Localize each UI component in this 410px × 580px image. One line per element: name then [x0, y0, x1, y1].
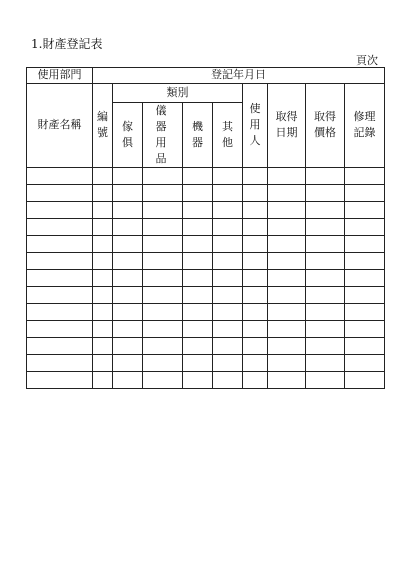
- table-cell[interactable]: [345, 218, 385, 235]
- table-cell[interactable]: [243, 371, 268, 388]
- table-cell[interactable]: [93, 218, 113, 235]
- acquire-price-header: 取得價格: [306, 84, 345, 168]
- table-cell[interactable]: [306, 354, 345, 371]
- table-cell[interactable]: [213, 235, 243, 252]
- table-cell[interactable]: [306, 184, 345, 201]
- table-cell[interactable]: [345, 252, 385, 269]
- table-cell[interactable]: [143, 218, 183, 235]
- register-date-header: 登記年月日: [93, 68, 385, 84]
- table-cell[interactable]: [93, 252, 113, 269]
- table-row: [27, 218, 385, 235]
- table-cell[interactable]: [243, 269, 268, 286]
- table-cell[interactable]: [113, 320, 143, 337]
- page-number-label: 頁次: [356, 54, 378, 67]
- table-cell[interactable]: [213, 184, 243, 201]
- table-cell[interactable]: [306, 337, 345, 354]
- table-cell[interactable]: [113, 371, 143, 388]
- table-cell[interactable]: [268, 252, 306, 269]
- table-cell[interactable]: [93, 303, 113, 320]
- table-cell[interactable]: [113, 337, 143, 354]
- table-cell[interactable]: [213, 303, 243, 320]
- table-cell[interactable]: [213, 371, 243, 388]
- table-cell[interactable]: [113, 269, 143, 286]
- table-cell[interactable]: [306, 303, 345, 320]
- table-cell[interactable]: [306, 167, 345, 184]
- use-department-header: 使用部門: [27, 68, 93, 84]
- table-row: [27, 286, 385, 303]
- table-cell[interactable]: [345, 184, 385, 201]
- table-cell[interactable]: [213, 286, 243, 303]
- table-cell[interactable]: [243, 252, 268, 269]
- table-cell[interactable]: [27, 218, 93, 235]
- table-cell[interactable]: [113, 218, 143, 235]
- table-cell[interactable]: [183, 371, 213, 388]
- table-cell[interactable]: [93, 269, 113, 286]
- table-cell[interactable]: [183, 235, 213, 252]
- table-cell[interactable]: [143, 167, 183, 184]
- table-row: [27, 269, 385, 286]
- table-cell[interactable]: [143, 286, 183, 303]
- table-cell[interactable]: [143, 371, 183, 388]
- table-cell[interactable]: [268, 320, 306, 337]
- table-cell[interactable]: [183, 269, 213, 286]
- table-row: [27, 167, 385, 184]
- table-row: [27, 235, 385, 252]
- number-header: 編號: [93, 84, 113, 168]
- table-cell[interactable]: [243, 337, 268, 354]
- table-row: [27, 337, 385, 354]
- table-cell[interactable]: [243, 303, 268, 320]
- table-cell[interactable]: [183, 354, 213, 371]
- table-cell[interactable]: [93, 201, 113, 218]
- table-cell[interactable]: [243, 320, 268, 337]
- table-cell[interactable]: [268, 201, 306, 218]
- table-cell[interactable]: [183, 337, 213, 354]
- table-cell[interactable]: [243, 286, 268, 303]
- table-cell[interactable]: [268, 371, 306, 388]
- furniture-header: 傢俱: [113, 103, 143, 168]
- user-header: 使用人: [243, 84, 268, 168]
- table-cell[interactable]: [306, 201, 345, 218]
- table-cell[interactable]: [27, 269, 93, 286]
- table-cell[interactable]: [113, 354, 143, 371]
- table-cell[interactable]: [268, 303, 306, 320]
- repair-record-header: 修理記錄: [345, 84, 385, 168]
- table-cell[interactable]: [27, 252, 93, 269]
- asset-name-header: 財產名稱: [27, 84, 93, 168]
- table-cell[interactable]: [306, 371, 345, 388]
- table-cell[interactable]: [268, 184, 306, 201]
- table-cell[interactable]: [183, 252, 213, 269]
- table-cell[interactable]: [183, 320, 213, 337]
- table-cell[interactable]: [93, 235, 113, 252]
- document-title: 1.財產登記表: [31, 37, 103, 51]
- table-cell[interactable]: [27, 184, 93, 201]
- table-cell[interactable]: [345, 320, 385, 337]
- table-cell[interactable]: [113, 303, 143, 320]
- table-cell[interactable]: [27, 337, 93, 354]
- table-cell[interactable]: [143, 354, 183, 371]
- table-cell[interactable]: [268, 235, 306, 252]
- table-row: [27, 354, 385, 371]
- table-cell[interactable]: [113, 167, 143, 184]
- table-cell[interactable]: [93, 371, 113, 388]
- table-cell[interactable]: [213, 167, 243, 184]
- table-cell[interactable]: [183, 201, 213, 218]
- table-cell[interactable]: [268, 286, 306, 303]
- table-cell[interactable]: [113, 201, 143, 218]
- table-cell[interactable]: [93, 354, 113, 371]
- table-cell[interactable]: [183, 286, 213, 303]
- table-cell[interactable]: [243, 218, 268, 235]
- table-cell[interactable]: [345, 303, 385, 320]
- table-cell[interactable]: [306, 235, 345, 252]
- table-cell[interactable]: [93, 337, 113, 354]
- table-cell[interactable]: [306, 320, 345, 337]
- table-body: [27, 167, 385, 388]
- machines-header: 機器: [183, 103, 213, 168]
- table-cell[interactable]: [143, 184, 183, 201]
- instruments-header: 儀器用品: [143, 103, 183, 168]
- table-cell[interactable]: [27, 354, 93, 371]
- table-cell[interactable]: [143, 303, 183, 320]
- table-cell[interactable]: [268, 218, 306, 235]
- table-cell[interactable]: [243, 201, 268, 218]
- table-cell[interactable]: [113, 184, 143, 201]
- table-cell[interactable]: [183, 184, 213, 201]
- table-row: [27, 201, 385, 218]
- table-cell[interactable]: [27, 286, 93, 303]
- table-cell[interactable]: [93, 320, 113, 337]
- table-cell[interactable]: [143, 320, 183, 337]
- table-cell[interactable]: [27, 235, 93, 252]
- table-cell[interactable]: [345, 337, 385, 354]
- other-header: 其他: [213, 103, 243, 168]
- table-cell[interactable]: [213, 201, 243, 218]
- table-cell[interactable]: [143, 235, 183, 252]
- table-cell[interactable]: [345, 286, 385, 303]
- table-cell[interactable]: [306, 286, 345, 303]
- table-cell[interactable]: [93, 184, 113, 201]
- table-cell[interactable]: [93, 286, 113, 303]
- table-cell[interactable]: [27, 201, 93, 218]
- table-cell[interactable]: [345, 354, 385, 371]
- table-cell[interactable]: [213, 354, 243, 371]
- table-cell[interactable]: [345, 371, 385, 388]
- table-cell[interactable]: [27, 320, 93, 337]
- table-cell[interactable]: [268, 354, 306, 371]
- table-row: [27, 184, 385, 201]
- table-cell[interactable]: [113, 235, 143, 252]
- table-cell[interactable]: [143, 269, 183, 286]
- table-row: [27, 252, 385, 269]
- table-cell[interactable]: [306, 252, 345, 269]
- table-row: [27, 303, 385, 320]
- table-cell[interactable]: [306, 269, 345, 286]
- table-cell[interactable]: [143, 201, 183, 218]
- table-cell[interactable]: [113, 252, 143, 269]
- table-cell[interactable]: [213, 269, 243, 286]
- table-head: [27, 68, 385, 168]
- table-cell[interactable]: [243, 235, 268, 252]
- table-row: [27, 320, 385, 337]
- table-cell[interactable]: [243, 167, 268, 184]
- table-cell[interactable]: [213, 252, 243, 269]
- table-cell[interactable]: [268, 337, 306, 354]
- table-cell[interactable]: [345, 235, 385, 252]
- asset-register-table: [26, 67, 385, 389]
- table-cell[interactable]: [27, 371, 93, 388]
- table-row: [27, 371, 385, 388]
- table-cell[interactable]: [268, 269, 306, 286]
- table-cell[interactable]: [183, 218, 213, 235]
- table-cell[interactable]: [27, 303, 93, 320]
- table-cell[interactable]: [143, 252, 183, 269]
- table-cell[interactable]: [183, 303, 213, 320]
- table-cell[interactable]: [143, 337, 183, 354]
- table-cell[interactable]: [113, 286, 143, 303]
- table-cell[interactable]: [183, 167, 213, 184]
- table-cell[interactable]: [243, 184, 268, 201]
- table-cell[interactable]: [27, 167, 93, 184]
- table-cell[interactable]: [213, 320, 243, 337]
- table-cell[interactable]: [306, 218, 345, 235]
- table-cell[interactable]: [268, 167, 306, 184]
- table-cell[interactable]: [243, 354, 268, 371]
- table-cell[interactable]: [345, 167, 385, 184]
- table-cell[interactable]: [213, 337, 243, 354]
- acquire-date-header: 取得日期: [268, 84, 306, 168]
- category-header: 類別: [113, 84, 243, 103]
- table-cell[interactable]: [345, 201, 385, 218]
- table-cell[interactable]: [213, 218, 243, 235]
- table-cell[interactable]: [345, 269, 385, 286]
- table-cell[interactable]: [93, 167, 113, 184]
